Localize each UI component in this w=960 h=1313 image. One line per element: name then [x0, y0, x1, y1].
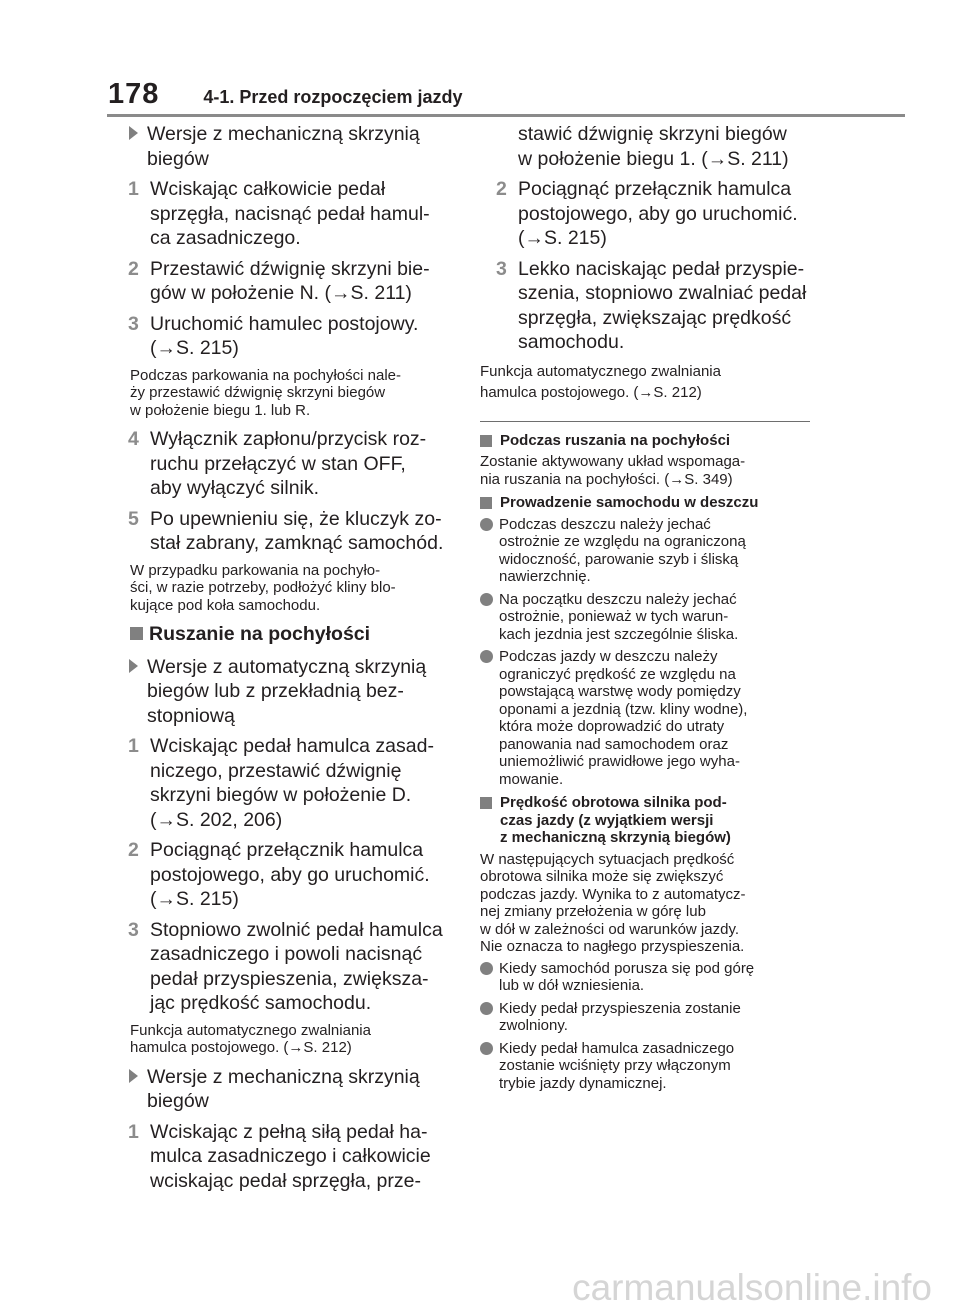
square-bullet-icon [480, 497, 492, 509]
round-bullet-icon [480, 593, 493, 606]
round-bullet-icon [480, 1042, 493, 1055]
section-heading: Ruszanie na pochyłości [112, 622, 454, 647]
subheading-automatic: Wersje z automatyczną skrzynią biegów lub z przekładnią bez- stopniową [112, 655, 454, 729]
heading-engine-speed: Prędkość obrotowa silnika pod- czas jazdy (z wyjątkiem wersji z mechaniczną skrzynią biegów) [480, 794, 810, 847]
square-bullet-icon [130, 627, 143, 640]
step-number: 3 [128, 312, 139, 335]
triangle-arrow-icon [129, 1069, 138, 1083]
step-number: 3 [496, 257, 507, 280]
square-bullet-icon [480, 435, 492, 447]
header-rule [107, 114, 905, 117]
note-parking-slope: Podczas parkowania na pochyłości nale- ży przestawić dźwignię skrzyni biegów w położenie biegu 1. lub R. [130, 366, 401, 419]
step-number: 3 [128, 918, 139, 941]
subheading-manual-2: Wersje z mechaniczną skrzynią biegów [112, 1065, 454, 1114]
step-1: 1 Wciskając całkowicie pedał sprzęgła, nacisnąć pedał hamul- ca zasadniczego. [128, 178, 430, 249]
step-4: 4 Wyłącznik zapłonu/przycisk roz- ruchu przełączyć w stan OFF, aby wyłączyć silnik. [128, 428, 427, 499]
step-number: 2 [128, 839, 139, 861]
heading-hill-start: Podczas ruszania na pochyłości [480, 432, 810, 450]
round-bullet-icon [480, 650, 493, 663]
left-column [112, 122, 454, 1199]
bullet-rain-2: Na początku deszczu należy jechać ostrożnie, ponieważ w tych warun- kach jezdnia jest szczególnie śliska. [480, 591, 810, 644]
bullet-engine-1: Kiedy samochód porusza się pod górę lub w dół wzniesienia. [480, 960, 810, 995]
subheading-manual: Wersje z mechaniczną skrzynią biegów [112, 122, 454, 171]
triangle-arrow-icon [129, 126, 138, 140]
manual-step-1: 1 Wciskając z pełną siłą pedał ha- mulca zasadniczego i całkowicie wciskając pedał sprzęgła, prze- [128, 1120, 431, 1192]
step-number: 1 [128, 178, 139, 200]
auto-step-3: 3 Stopniowo zwolnić pedał hamulca zasadniczego i powoli nacisnąć pedał przyspieszenia, zwiększa- jąc prędkość samochodu. [128, 918, 443, 1014]
manual-step-2: 2 Pociągnąć przełącznik hamulca postojowego, aby go uruchomić. (→S. 215) [496, 178, 798, 249]
bullet-rain-3: Podczas jazdy w deszczu należy ograniczyć prędkość ze względu na powstającą warstwę wody pomiędzy oponami a jezdnią (tzw. kliny wodne), która może doprowadzić do utraty panowania nad samochodem oraz uniemożliwić prawidłowe jego wyha- mowanie. [480, 648, 810, 788]
auto-step-1: 1 Wciskając pedał hamulca zasad- niczego, przestawić dźwignię skrzyni biegów w położenie D. (→S. 202, 206) [128, 735, 434, 831]
step-number: 5 [128, 507, 139, 530]
right-column [480, 122, 810, 1097]
auto-step-2: 2 Pociągnąć przełącznik hamulca postojowego, aby go uruchomić. (→S. 215) [128, 839, 430, 910]
paragraph-hill-assist: Zostanie aktywowany układ wspomaga- nia ruszania na pochyłości. (→S. 349) [480, 453, 746, 488]
page-header [108, 78, 462, 111]
chapter-title: 4-1. Przed rozpoczęciem jazdy [203, 87, 463, 107]
triangle-arrow-icon [129, 659, 138, 673]
step-number: 1 [128, 1120, 139, 1143]
bullet-engine-3: Kiedy pedał hamulca zasadniczego zostanie wciśnięty przy włączonym trybie jazdy dynamicznej. [480, 1040, 810, 1093]
section-divider [480, 421, 810, 422]
step-number: 1 [128, 735, 139, 757]
note-auto-release-2: Funkcja automatycznego zwalniania hamulca postojowego. (→S. 212) [480, 362, 721, 401]
step-2: 2 Przestawić dźwignię skrzyni bie- gów w położenie N. (→S. 211) [128, 257, 430, 304]
note-auto-release: Funkcja automatycznego zwalniania hamulca postojowego. (→S. 212) [130, 1021, 371, 1056]
step-number: 2 [496, 178, 507, 200]
round-bullet-icon [480, 518, 493, 531]
step-5: 5 Po upewnieniu się, że kluczyk zo- stał zabrany, zamknąć samochód. [128, 507, 444, 554]
bullet-engine-2: Kiedy pedał przyspieszenia zostanie zwolniony. [480, 1000, 810, 1035]
manual-step-1-continued: stawić dźwignię skrzyni biegów w położenie biegu 1. (→S. 211) [518, 123, 789, 170]
round-bullet-icon [480, 962, 493, 975]
page-number: 178 [108, 78, 160, 110]
square-bullet-icon [480, 797, 492, 809]
paragraph-engine-speed: W następujących sytuacjach prędkość obrotowa silnika może się zwiększyć podczas jazdy. Wynika to z automatycz- nej zmiany przełożenia w górę lub w dół w zależności od warunków jazdy. Nie oznacza to nagłego przyspieszenia. [480, 850, 746, 955]
watermark: carmanualsonline.info [572, 1267, 932, 1308]
bullet-rain-1: Podczas deszczu należy jechać ostrożnie ze względu na ograniczoną widoczność, parowanie szyb i śliską nawierzchnię. [480, 516, 810, 586]
heading-rain: Prowadzenie samochodu w deszczu [480, 494, 810, 512]
step-number: 4 [128, 428, 139, 450]
step-number: 2 [128, 257, 139, 280]
round-bullet-icon [480, 1002, 493, 1015]
note-wheel-chocks: W przypadku parkowania na pochyło- ści, w razie potrzeby, podłożyć kliny blo- kujące pod koła samochodu. [130, 561, 396, 614]
manual-step-3: 3 Lekko naciskając pedał przyspie- szenia, stopniowo zwalniać pedał sprzęgła, zwiększając prędkość samochodu. [496, 257, 807, 353]
step-3: 3 Uruchomić hamulec postojowy. (→S. 215) [128, 312, 419, 359]
